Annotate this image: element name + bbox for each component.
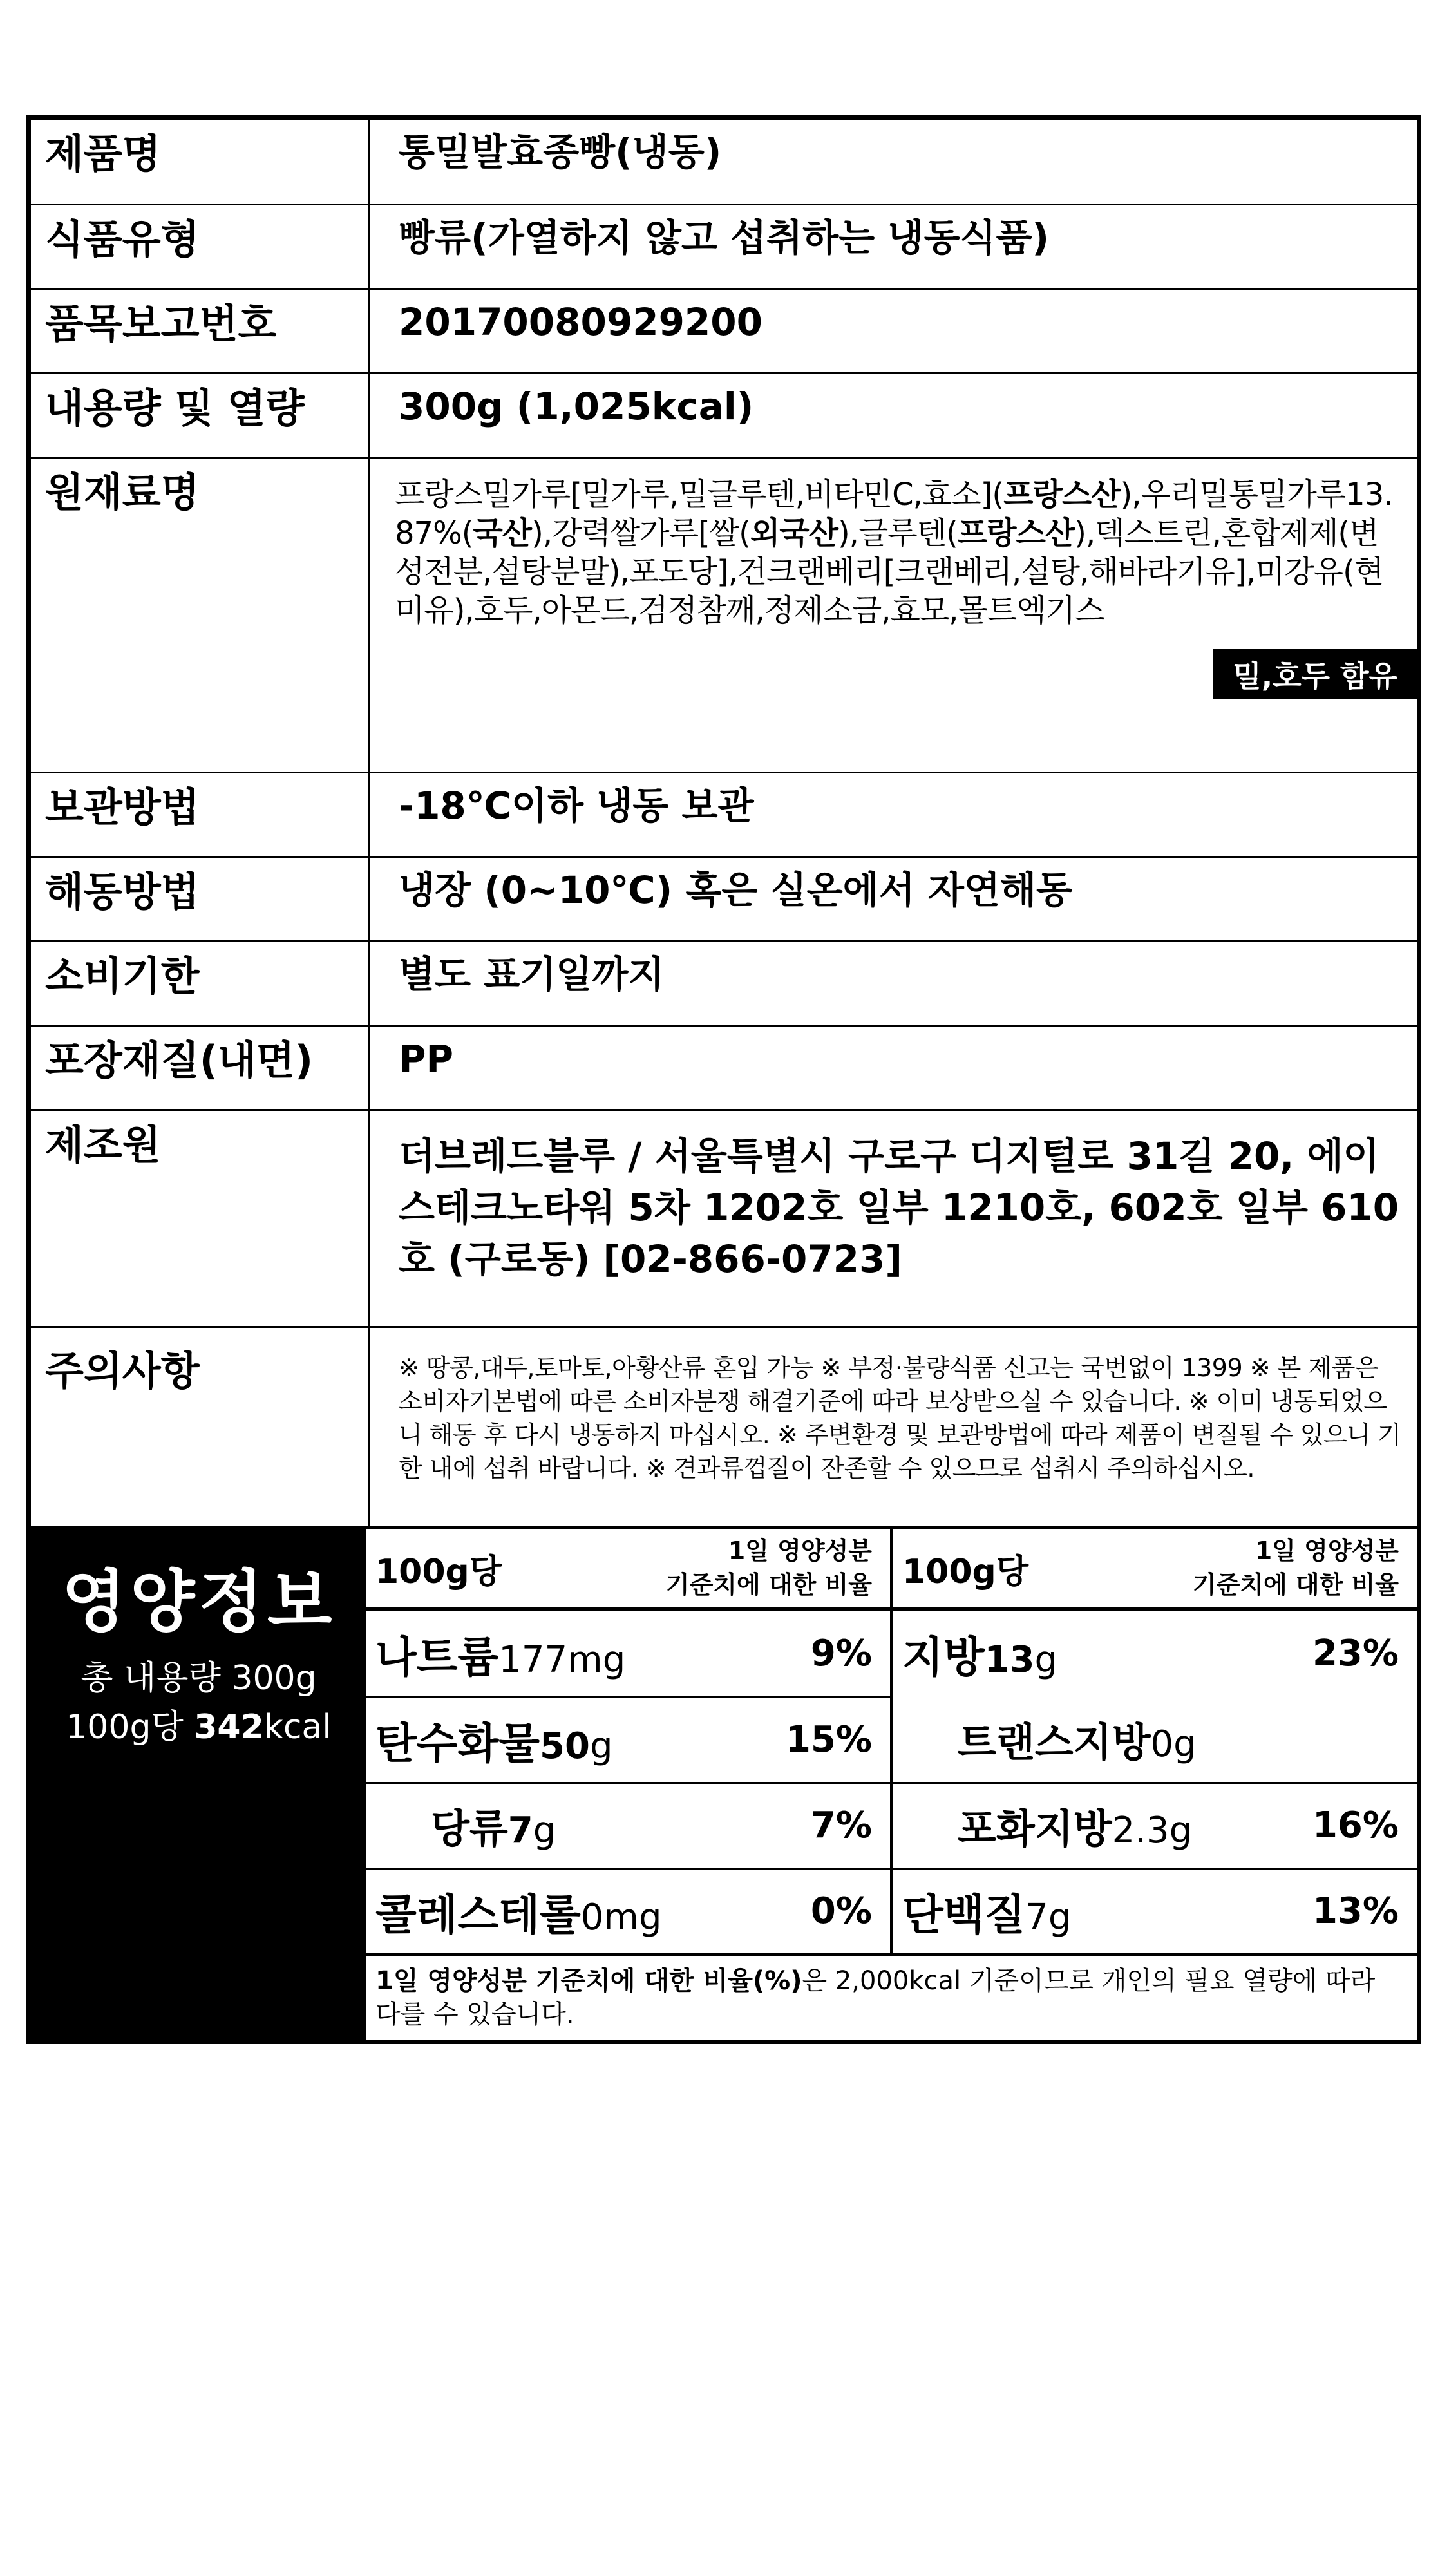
nutrition-title: 영양정보 [61, 1562, 336, 1641]
caution-value: ※ 땅콩,대두,토마토,아황산류 혼입 가능 ※ 부정·불량식품 신고는 국번없이 1399 ※ 본 제품은 소비자기본법에 따른 소비자분쟁 해결기준에 따라 보상받으실 수 있습니다. ※ 이미 냉동되었으니 해동 후 다시 냉동하지 마십시오. ※ 주변환경 및 보관방법에 따라 제품이 변질될 수 있으니 기한 내에 섭취 바랍니다. ※ 견과류껍질이 잔존할 수 있으므로 섭취시 주의하십시오. [399, 1353, 1401, 1482]
content-value: 300g (1,025kcal) [399, 384, 754, 428]
nutrition-panel [31, 1528, 1417, 2040]
nutrition-col-left [366, 1530, 890, 1953]
packaging-label: 포장재질(내면) [45, 1036, 314, 1084]
nutrition-footnote: 1일 영양성분 기준치에 대한 비율(%)은 2,000kcal 기준이므로 개인의 필요 열량에 따라 다를 수 있습니다. [366, 1953, 1417, 2040]
nutrient-row-saturated-fat: 포화지방2.3g 16% [893, 1782, 1417, 1868]
thawing-value: 냉장 (0~10℃) 혹은 실온에서 자연해동 [399, 867, 1073, 912]
row-ingredients [31, 457, 1417, 772]
product-name-label: 제품명 [45, 130, 161, 177]
allergen-badge: 밀,호두 함유 [1213, 649, 1417, 699]
row-product-name [31, 120, 1417, 204]
report-no-value: 20170080929200 [399, 299, 762, 344]
row-thawing [31, 857, 1417, 941]
ingredients-label: 원재료명 [45, 468, 200, 516]
nutrient-row-trans-fat: 트랜스지방0g [958, 1718, 1197, 1766]
expiry-label: 소비기한 [45, 952, 200, 999]
nutrition-col-right [890, 1530, 1417, 1953]
caution-label: 주의사항 [45, 1347, 200, 1394]
nutrition-header: 100g당 1일 영양성분 기준치에 대한 비율 [893, 1530, 1417, 1611]
nutrient-row-sodium: 나트륨177mg 9% [375, 1632, 872, 1682]
row-packaging [31, 1025, 1417, 1110]
row-caution [31, 1327, 1417, 1526]
row-report-no [31, 289, 1417, 373]
expiry-value: 별도 표기일까지 [399, 952, 665, 996]
manufacturer-label: 제조원 [45, 1121, 161, 1168]
nutrient-row-fat: 지방13g 23% [902, 1632, 1399, 1682]
storage-label: 보관방법 [45, 783, 200, 831]
product-info-table [31, 120, 1417, 1528]
row-content [31, 373, 1417, 457]
row-expiry [31, 941, 1417, 1025]
row-manufacturer [31, 1110, 1417, 1327]
total-content: 총 내용량 300g [80, 1659, 317, 1698]
nutrient-row-carbohydrate: 탄수화물50g 15% [366, 1696, 890, 1782]
thawing-label: 해동방법 [45, 867, 200, 915]
manufacturer-value: 더브레드블루 / 서울특별시 구로구 디지털로 31길 20, 에이스테크노타워 5차 1202호 일부 1210호, 602호 일부 610호 (구로동) [02-866-0723] [399, 1133, 1399, 1281]
storage-value: -18℃이하 냉동 보관 [399, 783, 754, 828]
nutrition-summary [31, 1530, 366, 2040]
food-type-value: 빵류(가열하지 않고 섭취하는 냉동식품) [399, 215, 1050, 260]
nutrient-row-cholesterol: 콜레스테롤0mg 0% [366, 1868, 890, 1953]
kcal-per-100g: 100g당 342kcal [66, 1707, 332, 1747]
content-label: 내용량 및 열량 [45, 384, 305, 431]
nutrition-header: 100g당 1일 영양성분 기준치에 대한 비율 [366, 1530, 890, 1611]
ingredients-value: 프랑스밀가루[밀가루,밀글루텐,비타민C,효소](프랑스산),우리밀통밀가루13.87%(국산),강력쌀가루[쌀(외국산),글루텐(프랑스산),덱스트린,혼합제제(변성전분,설탕분말),포도당],건크랜베리[크랜베리,설탕,해바라기유],미강유(현미유),호두,아몬드,검정참깨,정제소금,효모,몰트엑기스 [395, 476, 1393, 629]
report-no-label: 품목보고번호 [45, 299, 277, 347]
food-label [26, 115, 1421, 2044]
row-food-type [31, 204, 1417, 289]
nutrient-row-protein: 단백질7g 13% [893, 1868, 1417, 1953]
packaging-value: PP [399, 1036, 454, 1081]
row-storage [31, 772, 1417, 857]
nutrient-row-sugars: 당류7g 7% [366, 1782, 890, 1868]
product-name-value: 통밀발효종빵(냉동) [399, 130, 722, 174]
food-type-label: 식품유형 [45, 215, 200, 263]
